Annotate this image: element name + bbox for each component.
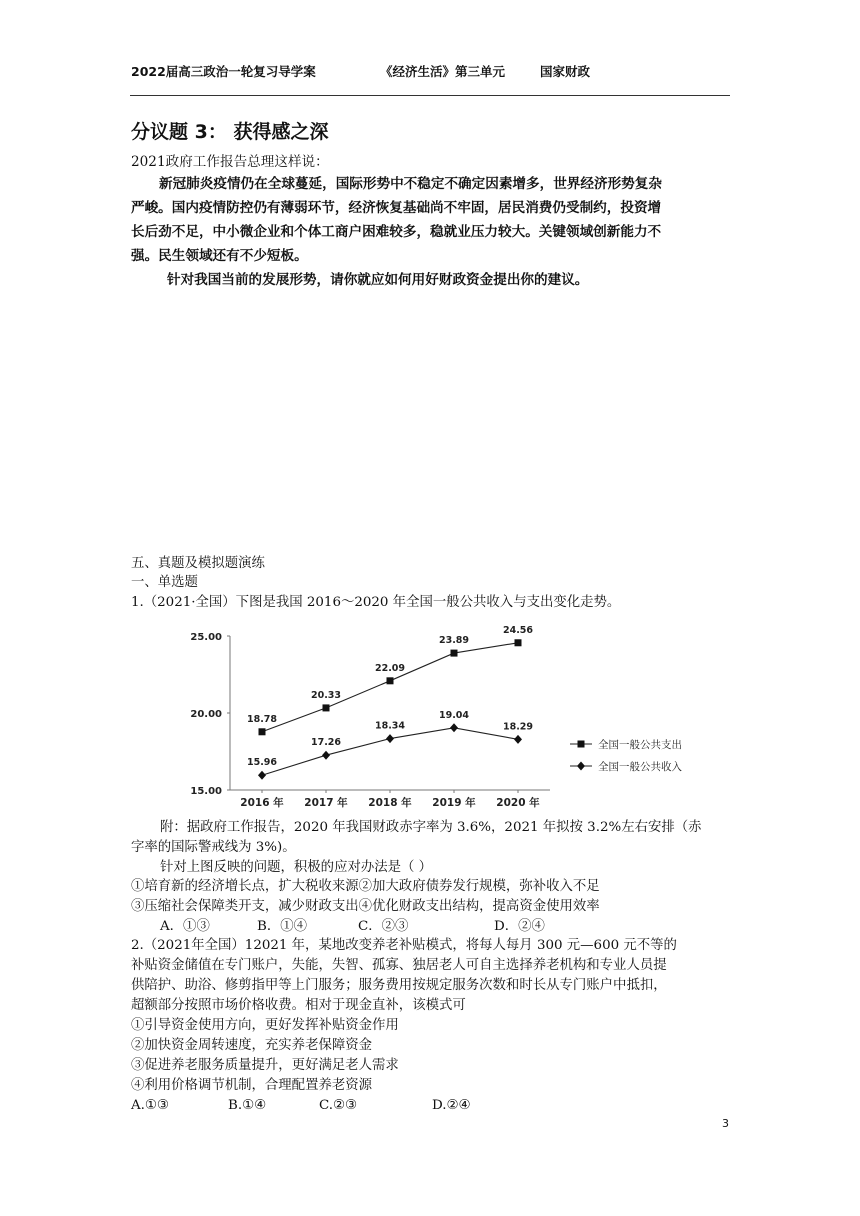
q1-choice-d: D．②④: [494, 919, 545, 934]
intro-text: 2021政府工作报告总理这样说：: [131, 154, 329, 170]
x-tick-label: 2018 年: [368, 797, 412, 809]
quote-line: 长后劲不足，中小微企业和个体工商户困难较多，稳就业压力较大。关键领域创新能力不: [131, 224, 662, 240]
q1-choice-c: C．②③: [358, 919, 409, 934]
q2-line: ②加快资金周转速度，充实养老保障资金: [131, 1038, 373, 1053]
data-label: 19.04: [438, 709, 470, 721]
series-line: [262, 643, 518, 732]
q1-note-line: 附：据政府工作报告，2020 年我国财政赤字率为 3.6%，2021 年拟按 3.2%左右安排（赤: [160, 820, 702, 835]
x-tick-label: 2019 年: [432, 797, 476, 809]
data-label: 24.56: [502, 624, 534, 636]
q2-line: 供陪护、助浴、修剪指甲等上门服务；服务费用按规定服务次数和时长从专门账户中抵扣，: [131, 978, 667, 993]
q1-option-line: ①培育新的经济增长点，扩大税收来源②加大政府债券发行规模，弥补收入不足: [131, 879, 600, 894]
quote-line: 强。民生领域还有不少短板。: [131, 248, 308, 264]
diamond-point: [450, 723, 458, 732]
q2-line: ③促进养老服务质量提升，更好满足老人需求: [131, 1058, 399, 1073]
sub-heading: 一、单选题: [131, 575, 198, 590]
q2-choice-b: B.①④: [228, 1098, 267, 1113]
q2-choice-a: A.①③: [131, 1098, 169, 1113]
legend-label: 全国一般公共支出: [598, 739, 682, 751]
q2-line: ④利用价格调节机制，合理配置养老资源: [131, 1078, 373, 1093]
q2-choice-c: C.②③: [319, 1098, 358, 1113]
q1-ask: 针对上图反映的问题，积极的应对办法是（ ）: [160, 860, 433, 875]
y-tick-label: 15.00: [190, 786, 222, 797]
data-label: 20.33: [310, 689, 342, 701]
data-label: 18.78: [246, 713, 278, 725]
quote-block: [131, 172, 731, 292]
square-point: [323, 704, 330, 711]
q2-block: [131, 936, 677, 1096]
square-point: [259, 728, 266, 735]
q2-choice-d: D.②④: [432, 1098, 471, 1113]
data-label: 17.26: [310, 737, 342, 749]
topic-title: 分议题 3： 获得感之深: [131, 121, 329, 143]
q1-choice-b: B．①④: [257, 919, 308, 934]
diamond-point: [322, 751, 330, 760]
finance-line-chart: [178, 622, 738, 818]
q2-line: 超额部分按照市场价格收费。相对于现金直补，该模式可: [131, 998, 466, 1013]
legend-square-marker: [578, 741, 585, 748]
q1-choice-a: A．①③: [160, 919, 210, 934]
square-point: [515, 639, 522, 646]
header-right: 国家财政: [540, 64, 591, 79]
y-tick-label: 20.00: [190, 709, 222, 720]
data-label: 23.89: [438, 635, 470, 647]
q1-stem: 1.（2021·全国）下图是我国 2016～2020 年全国一般公共收入与支出变化走势。: [131, 595, 621, 610]
x-tick-label: 2016 年: [240, 797, 284, 809]
legend-diamond-marker: [577, 762, 585, 771]
y-tick-label: 25.00: [190, 632, 222, 643]
q1-note: [131, 818, 702, 858]
q1-option-line: ③压缩社会保障类开支，减少财政支出④优化财政支出结构，提高资金使用效率: [131, 899, 600, 914]
data-label: 18.29: [502, 721, 534, 733]
diamond-point: [258, 771, 266, 780]
square-point: [387, 677, 394, 684]
header-middle: 《经济生活》第三单元: [380, 64, 506, 79]
x-tick-label: 2020 年: [496, 797, 540, 809]
quote-line: 严峻。国内疫情防控仍有薄弱环节，经济恢复基础尚不牢固，居民消费仍受制约，投资增: [131, 200, 662, 216]
diamond-point: [386, 734, 394, 743]
q2-line: 补贴资金储值在专门账户，失能，失智、孤寡、独居老人可自主选择养老机构和专业人员提: [131, 958, 667, 973]
data-label: 22.09: [374, 662, 406, 674]
legend-label: 全国一般公共收入: [598, 761, 682, 773]
prompt-text: 针对我国当前的发展形势，请你就应如何用好财政资金提出你的建议。: [167, 272, 589, 288]
square-point: [451, 650, 458, 657]
x-tick-label: 2017 年: [304, 797, 348, 809]
header-left: 2022届高三政治一轮复习导学案: [131, 64, 316, 79]
data-label: 18.34: [374, 720, 406, 732]
q2-line: ①引导资金使用方向，更好发挥补贴资金作用: [131, 1018, 399, 1033]
q1-note-line: 字率的国际警戒线为 3%)。: [131, 840, 296, 855]
diamond-point: [514, 735, 522, 744]
section-heading: 五、真题及模拟题演练: [131, 556, 265, 571]
header-divider: [130, 95, 730, 96]
page-number: 3: [722, 1117, 729, 1130]
quote-line: 新冠肺炎疫情仍在全球蔓延，国际形势中不稳定不确定因素增多，世界经济形势复杂: [159, 176, 662, 192]
q2-line: 2.（2021年全国）12021 年，某地改变养老补贴模式，将每人每月 300 元—600 元不等的: [131, 938, 677, 953]
data-label: 15.96: [246, 757, 278, 769]
